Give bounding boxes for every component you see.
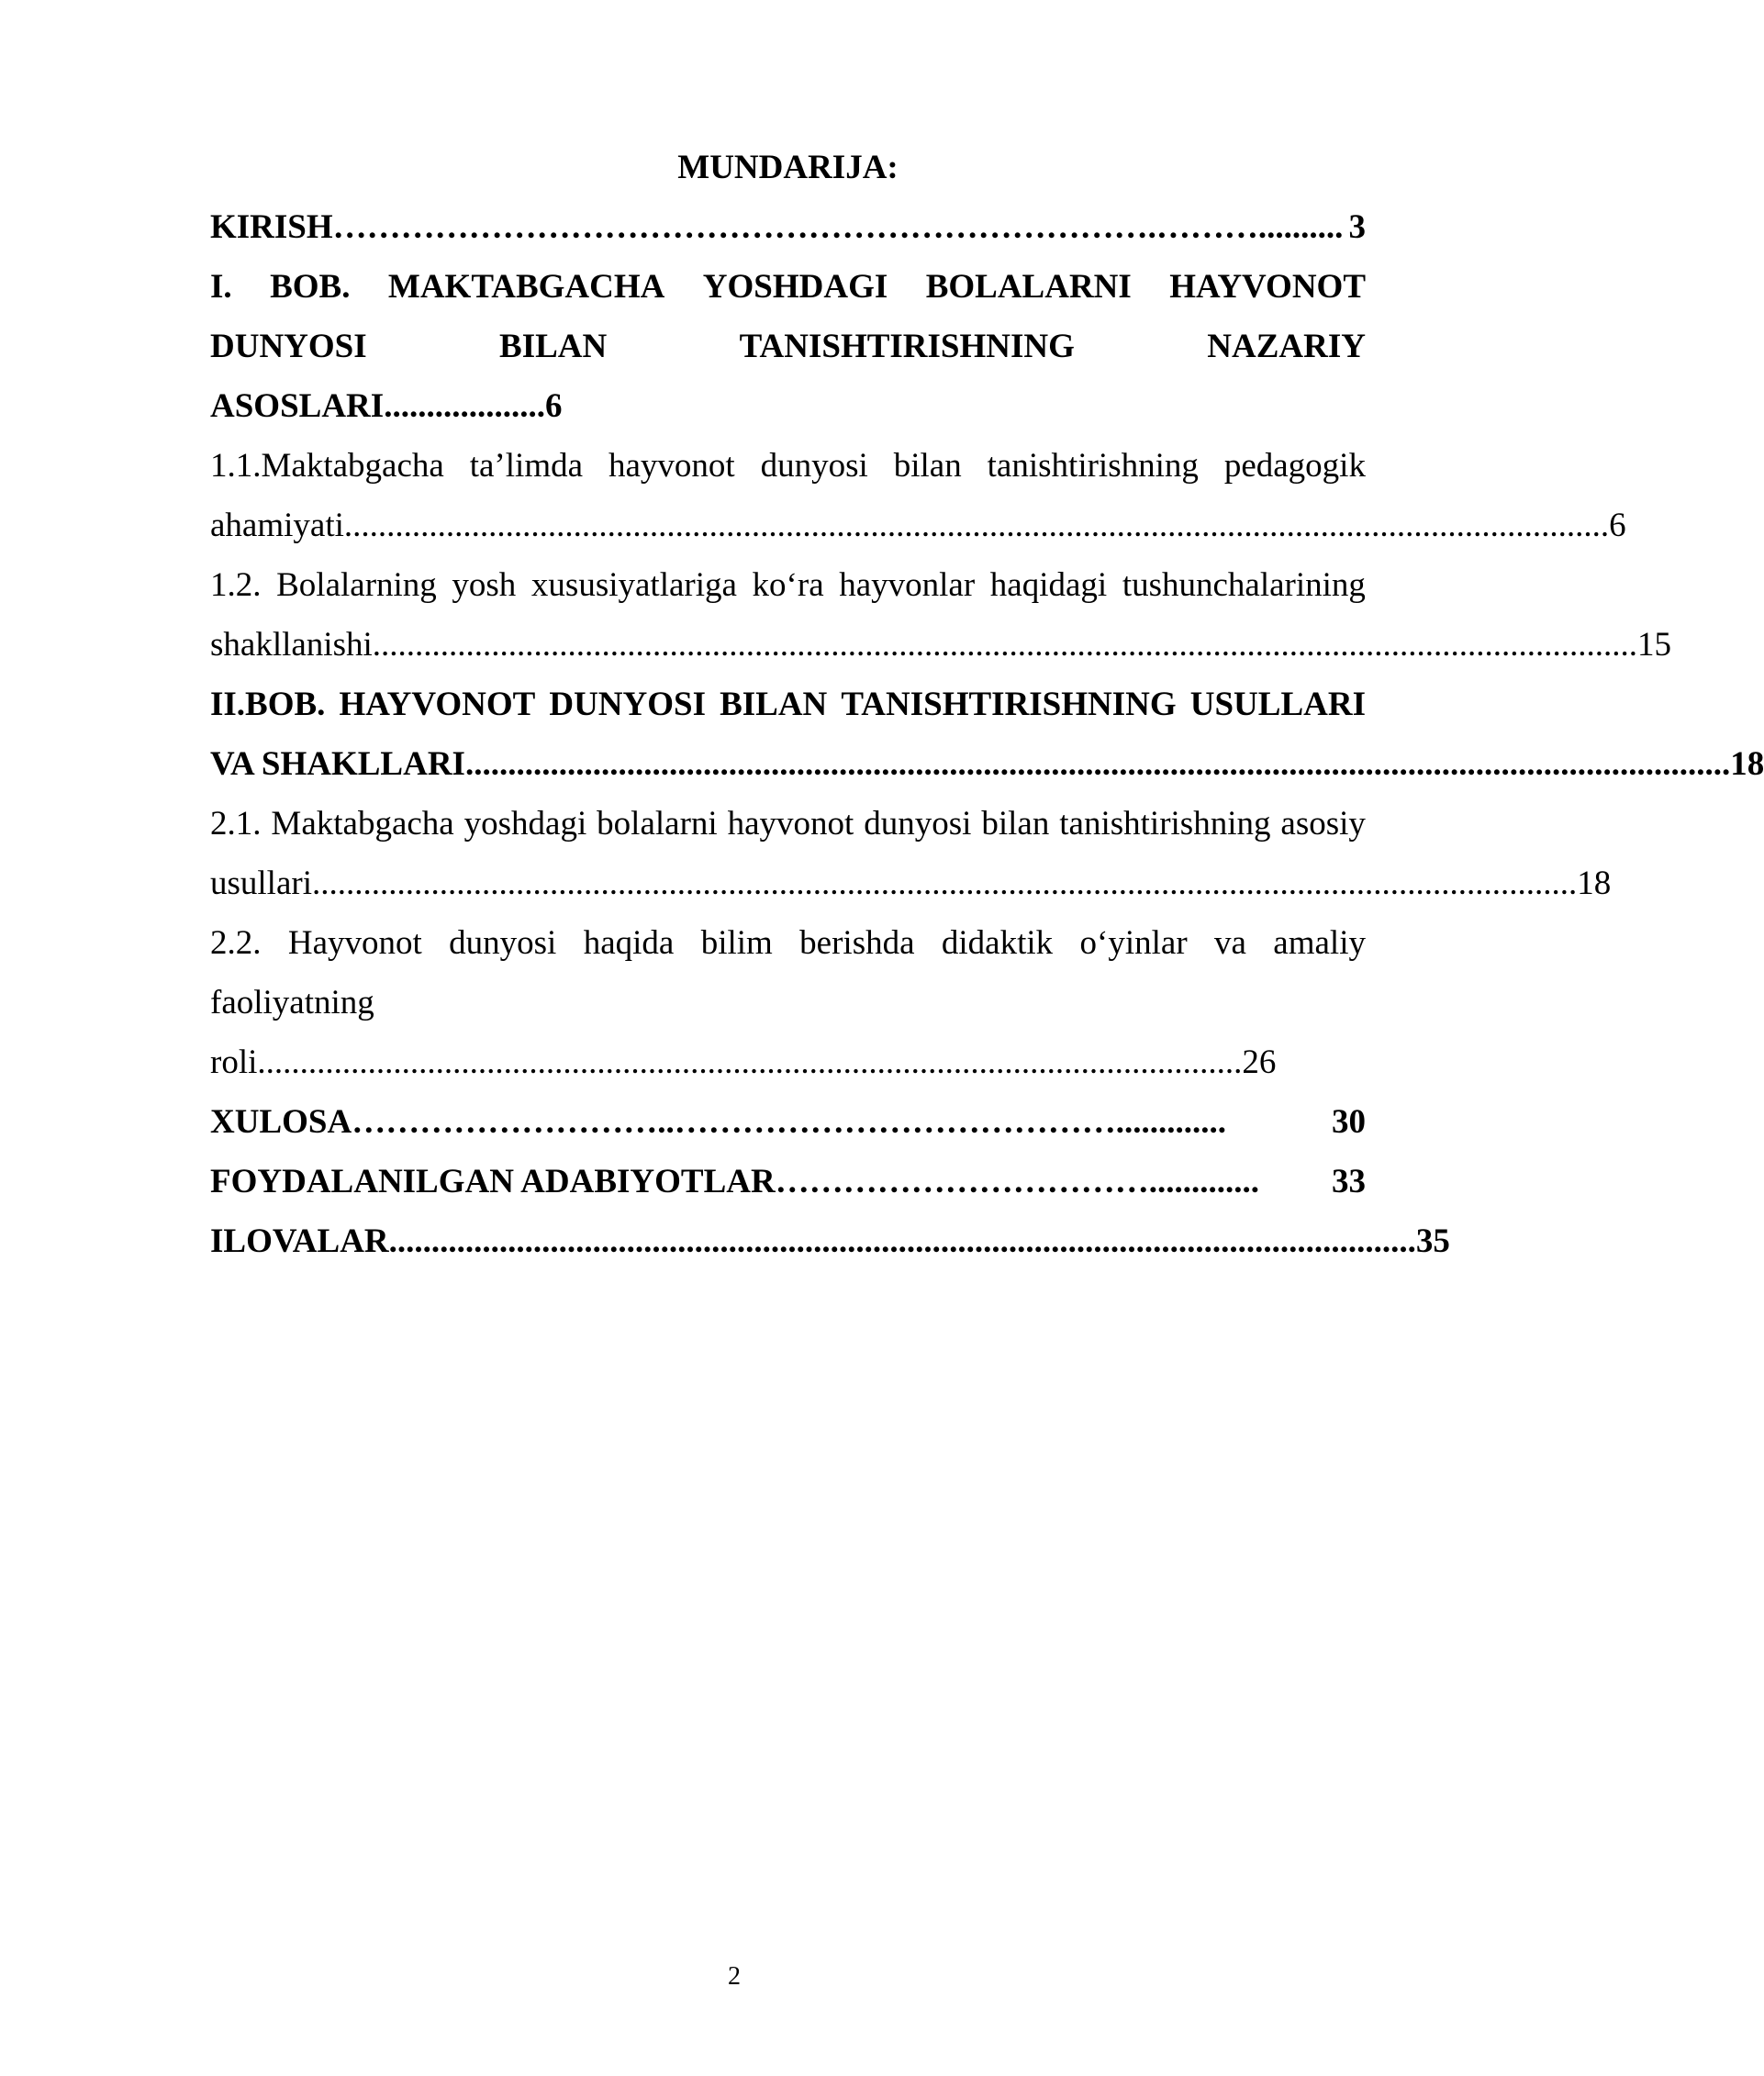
toc-leader-dots: …………………………….............	[775, 1163, 1259, 1200]
toc-word: xususiyatlariga	[530, 566, 737, 604]
toc-page-number: 18	[1730, 745, 1764, 783]
toc-word: TANISHTIRISHNING	[841, 686, 1177, 723]
toc-word: pedagogik	[1223, 447, 1366, 485]
toc-page-number: 6	[1609, 507, 1626, 544]
toc-leader-dots: .....................................................................................................................................................	[311, 865, 1578, 902]
toc-word: YOSHDAGI	[702, 268, 888, 306]
toc-line	[210, 973, 1366, 1032]
toc-page-number: 18	[1577, 865, 1612, 902]
toc-page-number: 26	[1242, 1044, 1277, 1081]
toc-line	[210, 1032, 1366, 1092]
toc-leader-dots: ....................................................................................................................	[257, 1044, 1243, 1081]
toc-word: 2.1.	[210, 805, 262, 843]
toc-leader-dots: .....................................................................................................................................................	[343, 507, 1610, 544]
toc-word: dunyosi	[449, 924, 557, 962]
toc-word: va	[1214, 924, 1246, 962]
toc-word: tanishtirishning	[987, 447, 1199, 485]
toc-entry-xulosa	[210, 1092, 1366, 1152]
toc-line	[210, 615, 1672, 675]
toc-word: tushunchalarining	[1122, 566, 1366, 604]
toc-word: haqida	[583, 924, 675, 962]
toc-page-number: 15	[1637, 626, 1672, 664]
toc-entry-label: KIRISH	[210, 208, 333, 246]
toc-title: MUNDARIJA:	[677, 149, 899, 186]
toc-word: II.BOB.	[210, 686, 326, 723]
toc-word: 2.2.	[210, 924, 262, 962]
toc-entry-section-1-1	[210, 436, 1626, 555]
toc-entry-label: VA SHAKLLARI	[210, 745, 465, 783]
toc-page-number: 30	[1332, 1103, 1366, 1141]
toc-word: Maktabgacha	[271, 805, 454, 843]
toc-word: bilan	[893, 447, 962, 485]
toc-word: HAYVONOT	[339, 686, 536, 723]
toc-word: USULLARI	[1189, 686, 1366, 723]
toc-line	[210, 1152, 1366, 1211]
toc-word: hayvonlar	[839, 566, 976, 604]
toc-entry-ilovalar	[210, 1211, 1450, 1271]
page-number: 2	[728, 1962, 741, 1991]
toc-line	[210, 1092, 1366, 1152]
toc-entry-label: FOYDALANILGAN ADABIYOTLAR	[210, 1163, 776, 1200]
toc-word: 1.1.Maktabgacha	[210, 447, 444, 485]
toc-line	[210, 854, 1612, 913]
toc-line	[210, 913, 1366, 973]
toc-line	[210, 734, 1764, 794]
toc-word: yoshdagi	[463, 805, 587, 843]
toc-line	[210, 1211, 1450, 1271]
toc-page-number: 6	[544, 387, 563, 425]
table-of-contents	[210, 138, 1764, 1271]
toc-word: amaliy	[1273, 924, 1366, 962]
toc-word: HAYVONOT	[1169, 268, 1366, 306]
toc-line	[210, 317, 1366, 376]
toc-page-number: 33	[1332, 1163, 1366, 1200]
toc-leader-dots: .........................................................................................................................	[388, 1222, 1416, 1260]
toc-word: Hayvonot	[287, 924, 422, 962]
toc-entry-kirish	[210, 197, 1366, 257]
toc-word: 1.2.	[210, 566, 262, 604]
toc-entry-label: faoliyatning	[210, 984, 374, 1021]
toc-page-number: 3	[1348, 208, 1366, 246]
toc-word: berishda	[799, 924, 915, 962]
toc-leader-dots: ...................	[384, 387, 545, 425]
toc-word: dunyosi	[760, 447, 868, 485]
toc-word: dunyosi	[864, 805, 972, 843]
toc-entry-label: shakllanishi	[210, 626, 373, 664]
toc-leader-dots: ………………………..………………………………….............	[352, 1103, 1226, 1141]
toc-page-number: 35	[1415, 1222, 1450, 1260]
toc-entry-label: ILOVALAR	[210, 1222, 389, 1260]
toc-word: haqidagi	[989, 566, 1108, 604]
toc-word: hayvonot	[727, 805, 854, 843]
toc-entry-label: roli	[210, 1044, 258, 1081]
toc-line	[210, 376, 1366, 436]
toc-word: hayvonot	[608, 447, 735, 485]
toc-line	[210, 496, 1626, 555]
toc-entry-label: usullari	[210, 865, 312, 902]
toc-line	[210, 794, 1366, 854]
toc-word: didaktik	[941, 924, 1054, 962]
toc-line	[210, 555, 1366, 615]
toc-word: yosh	[452, 566, 517, 604]
toc-word: ko‘ra	[752, 566, 824, 604]
toc-entry-adabiyotlar	[210, 1152, 1366, 1211]
toc-word: bolalarni	[597, 805, 718, 843]
toc-word: o‘yinlar	[1079, 924, 1188, 962]
toc-leader-dots: .....................................................................................................................................................	[372, 626, 1638, 664]
toc-entry-label: ahamiyati	[210, 507, 344, 544]
toc-word: Bolalarning	[276, 566, 437, 604]
toc-word: BOB.	[270, 268, 351, 306]
toc-leader-dots: .....................................................................................................................................................	[464, 745, 1731, 783]
toc-word: ta’limda	[469, 447, 584, 485]
toc-entry-chapter-1	[210, 257, 1366, 436]
toc-line	[210, 257, 1366, 317]
toc-word: NAZARIY	[1207, 328, 1366, 365]
toc-entry-section-2-1	[210, 794, 1612, 913]
toc-word: BILAN	[720, 686, 828, 723]
toc-word: asosiy	[1280, 805, 1366, 843]
toc-word: DUNYOSI	[549, 686, 706, 723]
toc-leader-dots: ……………………………………………………………….………..........	[332, 208, 1344, 246]
toc-word: I.	[210, 268, 232, 306]
toc-word: tanishtirishning	[1059, 805, 1271, 843]
toc-word: bilan	[981, 805, 1050, 843]
toc-word: bilim	[700, 924, 773, 962]
toc-word: BILAN	[499, 328, 608, 365]
toc-entry-section-1-2	[210, 555, 1672, 675]
toc-word: DUNYOSI	[210, 328, 367, 365]
toc-word: MAKTABGACHA	[387, 268, 665, 306]
toc-entry-label: ASOSLARI	[210, 387, 385, 425]
toc-word: TANISHTIRISHNING	[739, 328, 1075, 365]
toc-entry-chapter-2	[210, 675, 1764, 794]
toc-word: BOLALARNI	[925, 268, 1132, 306]
toc-entry-section-2-2	[210, 913, 1366, 1092]
toc-entry-label: XULOSA	[210, 1103, 352, 1141]
toc-line	[210, 675, 1366, 734]
toc-line	[210, 436, 1366, 496]
